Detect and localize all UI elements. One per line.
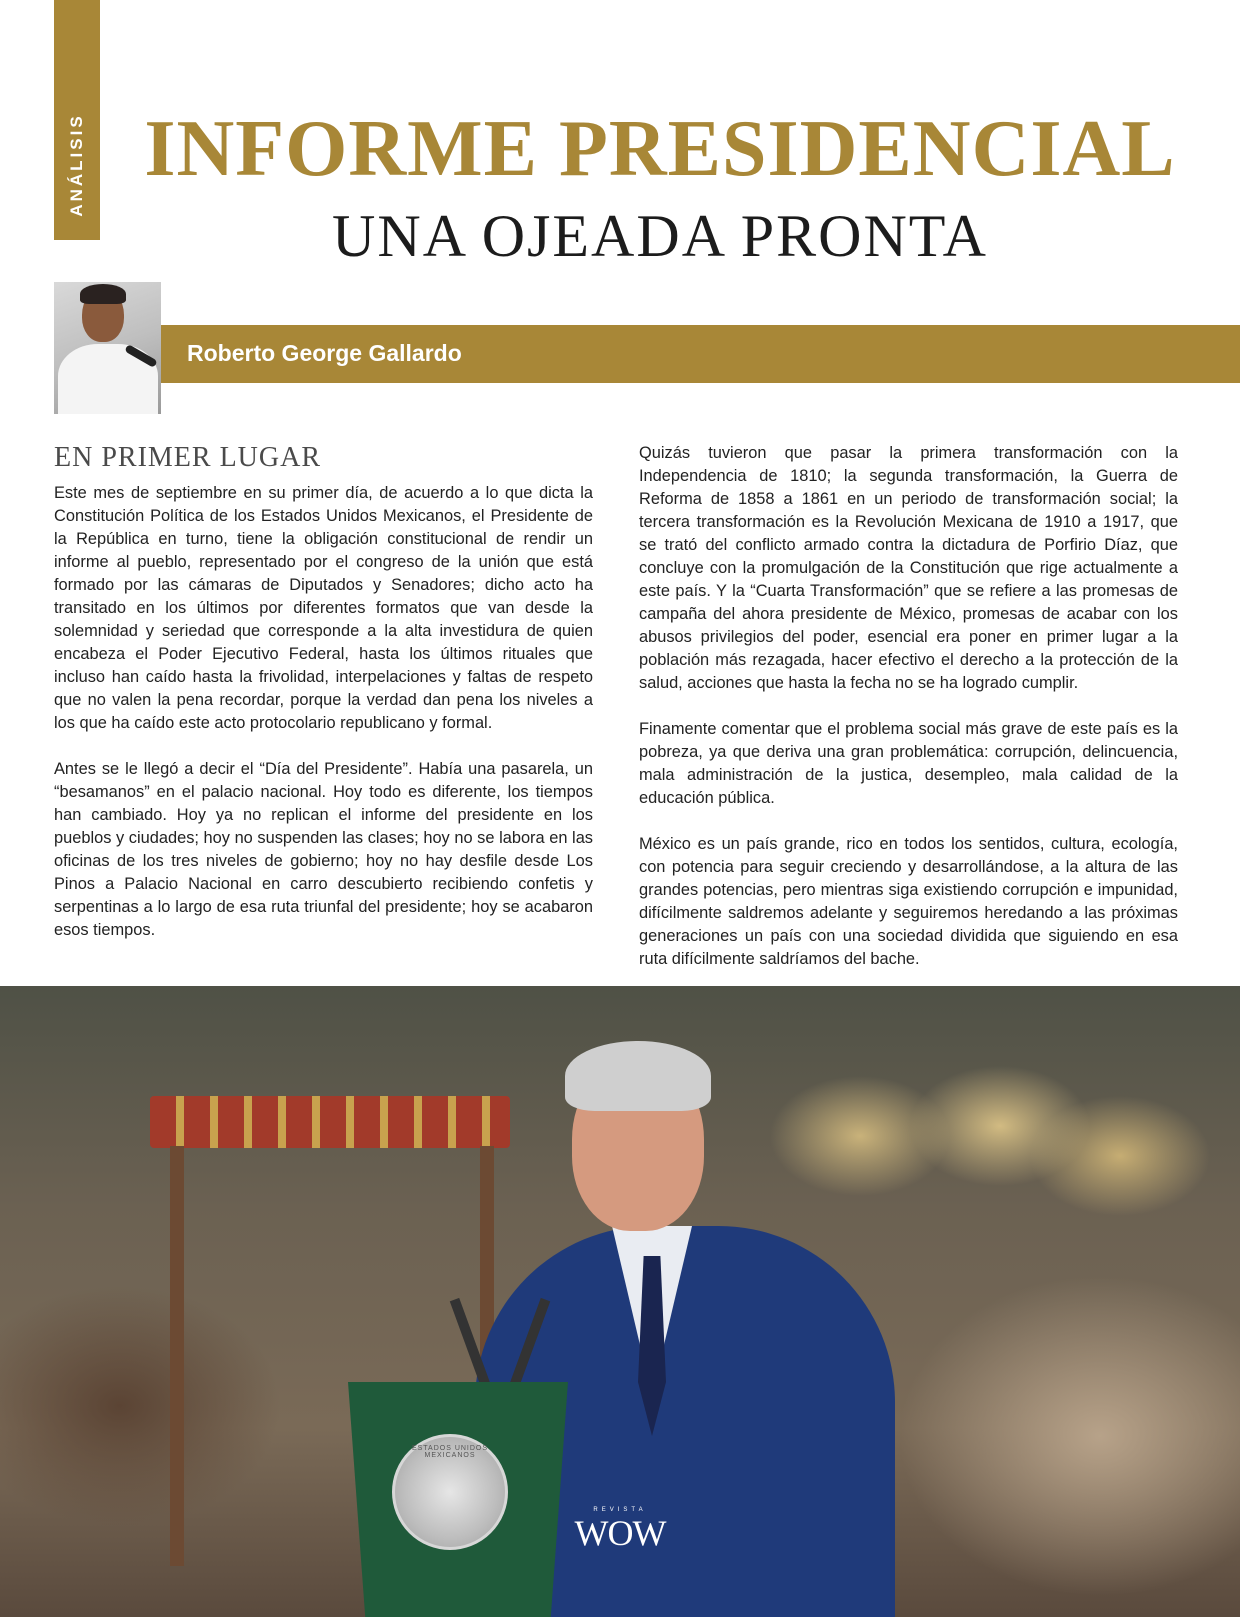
paragraph: Finamente comentar que el problema social más grave de este país es la pobreza, ya que deriva una gran problemática: corrupción, delincuencia, mala administración de la justica, desempleo, mala calidad de la educación pública. bbox=[639, 720, 1178, 807]
magazine-logo bbox=[560, 1506, 680, 1552]
logo-kicker: REVISTA bbox=[593, 1507, 647, 1513]
author-photo bbox=[54, 282, 161, 414]
logo-name: WOW bbox=[574, 1513, 666, 1553]
author-bar bbox=[161, 325, 1240, 383]
section-label: ANÁLISIS bbox=[67, 113, 86, 217]
paragraph: Este mes de septiembre en su primer día, de acuerdo a lo que dicta la Constitución Política de los Estados Unidos Mexicanos, el Presidente de la República en turno, tiene la obligación constitucional de rendir un informe al pueblo, representado por el congreso de la unión que está formado por las cámaras de Diputados y Senadores; dicho acto ha transitado en los últimos por diferentes formatos que van desde la solemnidad y seriedad que corresponde a la alta investidura de quien encabeza el Poder Ejecutivo Federal, hasta los últimos rituales que incluso han caído hasta la frivolidad, interpelaciones y faltas de respeto que no valen la pena recordar, porque la verdad dan pena los niveles a los que ha caído este acto protocolario republicano y formal. bbox=[54, 484, 593, 732]
article-subtitle: UNA OJEADA PRONTA bbox=[332, 203, 988, 269]
national-seal bbox=[392, 1434, 508, 1550]
article-title: INFORME PRESIDENCIAL bbox=[144, 105, 1176, 193]
paragraph: Antes se le llegó a decir el “Día del Presidente”. Había una pasarela, un “besamanos” en el palacio nacional. Hoy todo es diferente, los tiempos han cambiado. Hoy ya no replican el informe del presidente en los pueblos y ciudades; hoy no suspenden las clases; hoy no se labora en las oficinas de los tres niveles de gobierno; hoy no hay desfile desde Los Pinos a Palacio Nacional en carro descubierto recibiendo confetis y serpentinas a lo largo de esa ruta triunfal del presidente; hoy se acabaron esos tiempos. bbox=[54, 760, 593, 939]
speaker-hair bbox=[565, 1041, 711, 1111]
paragraph: México es un país grande, rico en todos los sentidos, cultura, ecología, con potencia para seguir creciendo y desarrollándose, a la altura de las grandes potencias, pero mientras siga existiendo corrupción e impunidad, difícilmente saldremos adelante y seguiremos heredando a las próximas generaciones un país con una sociedad dividida que siguiendo en esa ruta difícilmente saldríamos del bache. bbox=[639, 835, 1178, 968]
seal-text: ESTADOS UNIDOS MEXICANOS bbox=[411, 1445, 489, 1459]
section-tab bbox=[54, 0, 100, 240]
feature-photo bbox=[0, 986, 1240, 1617]
mural-post bbox=[170, 1146, 184, 1566]
right-column bbox=[639, 442, 1178, 994]
mural-canopy bbox=[150, 1096, 510, 1148]
section-heading: EN PRIMER LUGAR bbox=[54, 442, 322, 473]
author-hair bbox=[80, 284, 126, 304]
left-column bbox=[54, 440, 593, 965]
paragraph: Quizás tuvieron que pasar la primera transformación con la Independencia de 1810; la segunda transformación, la Guerra de Reforma de 1858 a 1861 en un periodo de transformación social; la tercera transformación es la Revolución Mexicana de 1910 a 1917, que se trató del conflicto armado contra la dictadura de Porfirio Díaz, que concluye con la promulgación de la Constitución que rige actualmente a este país. Y la “Cuarta Transformación” que se refiere a las promesas de campaña del ahora presidente de México, promesas de acabar con los abusos privilegios del poder, esencial era poner en primer lugar a la población más rezagada, hacer efectivo el derecho a la protección de la salud, acciones que hasta la fecha no se ha logrado cumplir. bbox=[639, 444, 1178, 692]
author-name: Roberto George Gallardo bbox=[187, 340, 462, 366]
